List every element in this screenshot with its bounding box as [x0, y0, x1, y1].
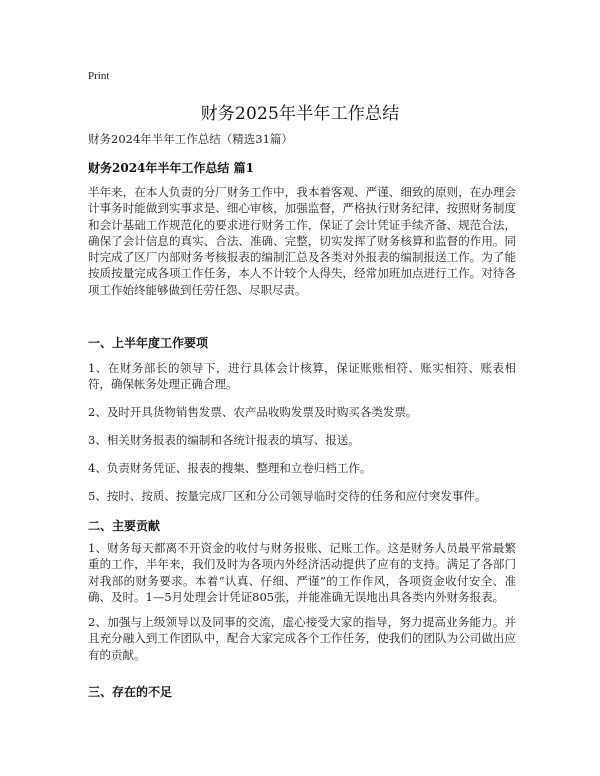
heading-work-items: 一、上半年度工作要项	[88, 336, 209, 350]
heading-contributions: 二、主要贡献	[88, 519, 161, 533]
list-item: 1、在财务部长的领导下，进行具体会计核算，保证账账相符、账实相符、账表相符，确保帐务处理正确合理。	[88, 361, 516, 392]
list-item: 2、加强与上级领导以及同事的交流，虚心接受大家的指导，努力提高业务能力。并且充分融入到工作团队中，配合大家完成各个工作任务，使我们的团队为公司做出应有的贡献。	[88, 615, 516, 662]
list-item: 3、相关财务报表的编制和各统计报表的填写、报送。	[88, 433, 360, 447]
intro-paragraph: 半年来，在本人负责的分厂财务工作中，我本着客观、严谨、细致的原则，在办理会计事务时能做到实事求是、细心审核，加强监督，严格执行财务纪律，按照财务制度和会计基础工作规范化的要求进行财务工作，保证了会计凭证手续齐备、规范合法，确保了会计信息的真实、合法、准确、完整，切实发挥了财务核算和监督的作用。同时完成了区厂内部财务考核报表的编制汇总及各类对外报表的编制报送工作。为了能按质按量完成各项工作任务，本人不计较个人得失，经常加班加点进行工作。对待各项工作始终能够做到任劳任怨、尽职尽责。	[88, 185, 516, 297]
list-item: 4、负责财务凭证、报表的搜集、整理和立卷归档工作。	[88, 461, 372, 475]
heading-shortcomings: 三、存在的不足	[88, 685, 173, 699]
list-item: 1、财务每天都离不开资金的收付与财务报账、记账工作。这是财务人员最平常最繁重的工作，半年来，我们及时为各项内外经济活动提供了应有的支持。满足了各部门对我部的财务要求。本着“认真、仔细、严谨”的工作作风，各项资金收付安全、准确、及时。1—5月处理会计凭证805张，并能准确无误地出具各类内外财务报表。	[88, 541, 516, 604]
list-item: 2、及时开具货物销售发票、农产品收购发票及时购买各类发票。	[88, 405, 418, 419]
section-title: 财务2024年半年工作总结 篇1	[88, 161, 254, 175]
list-item: 5、按时、按质、按量完成厂区和分公司领导临时交待的任务和应付突发事件。	[88, 489, 487, 503]
document-subtitle: 财务2024年半年工作总结（精选31篇）	[88, 132, 293, 146]
print-label[interactable]: Print	[88, 70, 110, 82]
page-title: 财务2025年半年工作总结	[200, 104, 400, 124]
